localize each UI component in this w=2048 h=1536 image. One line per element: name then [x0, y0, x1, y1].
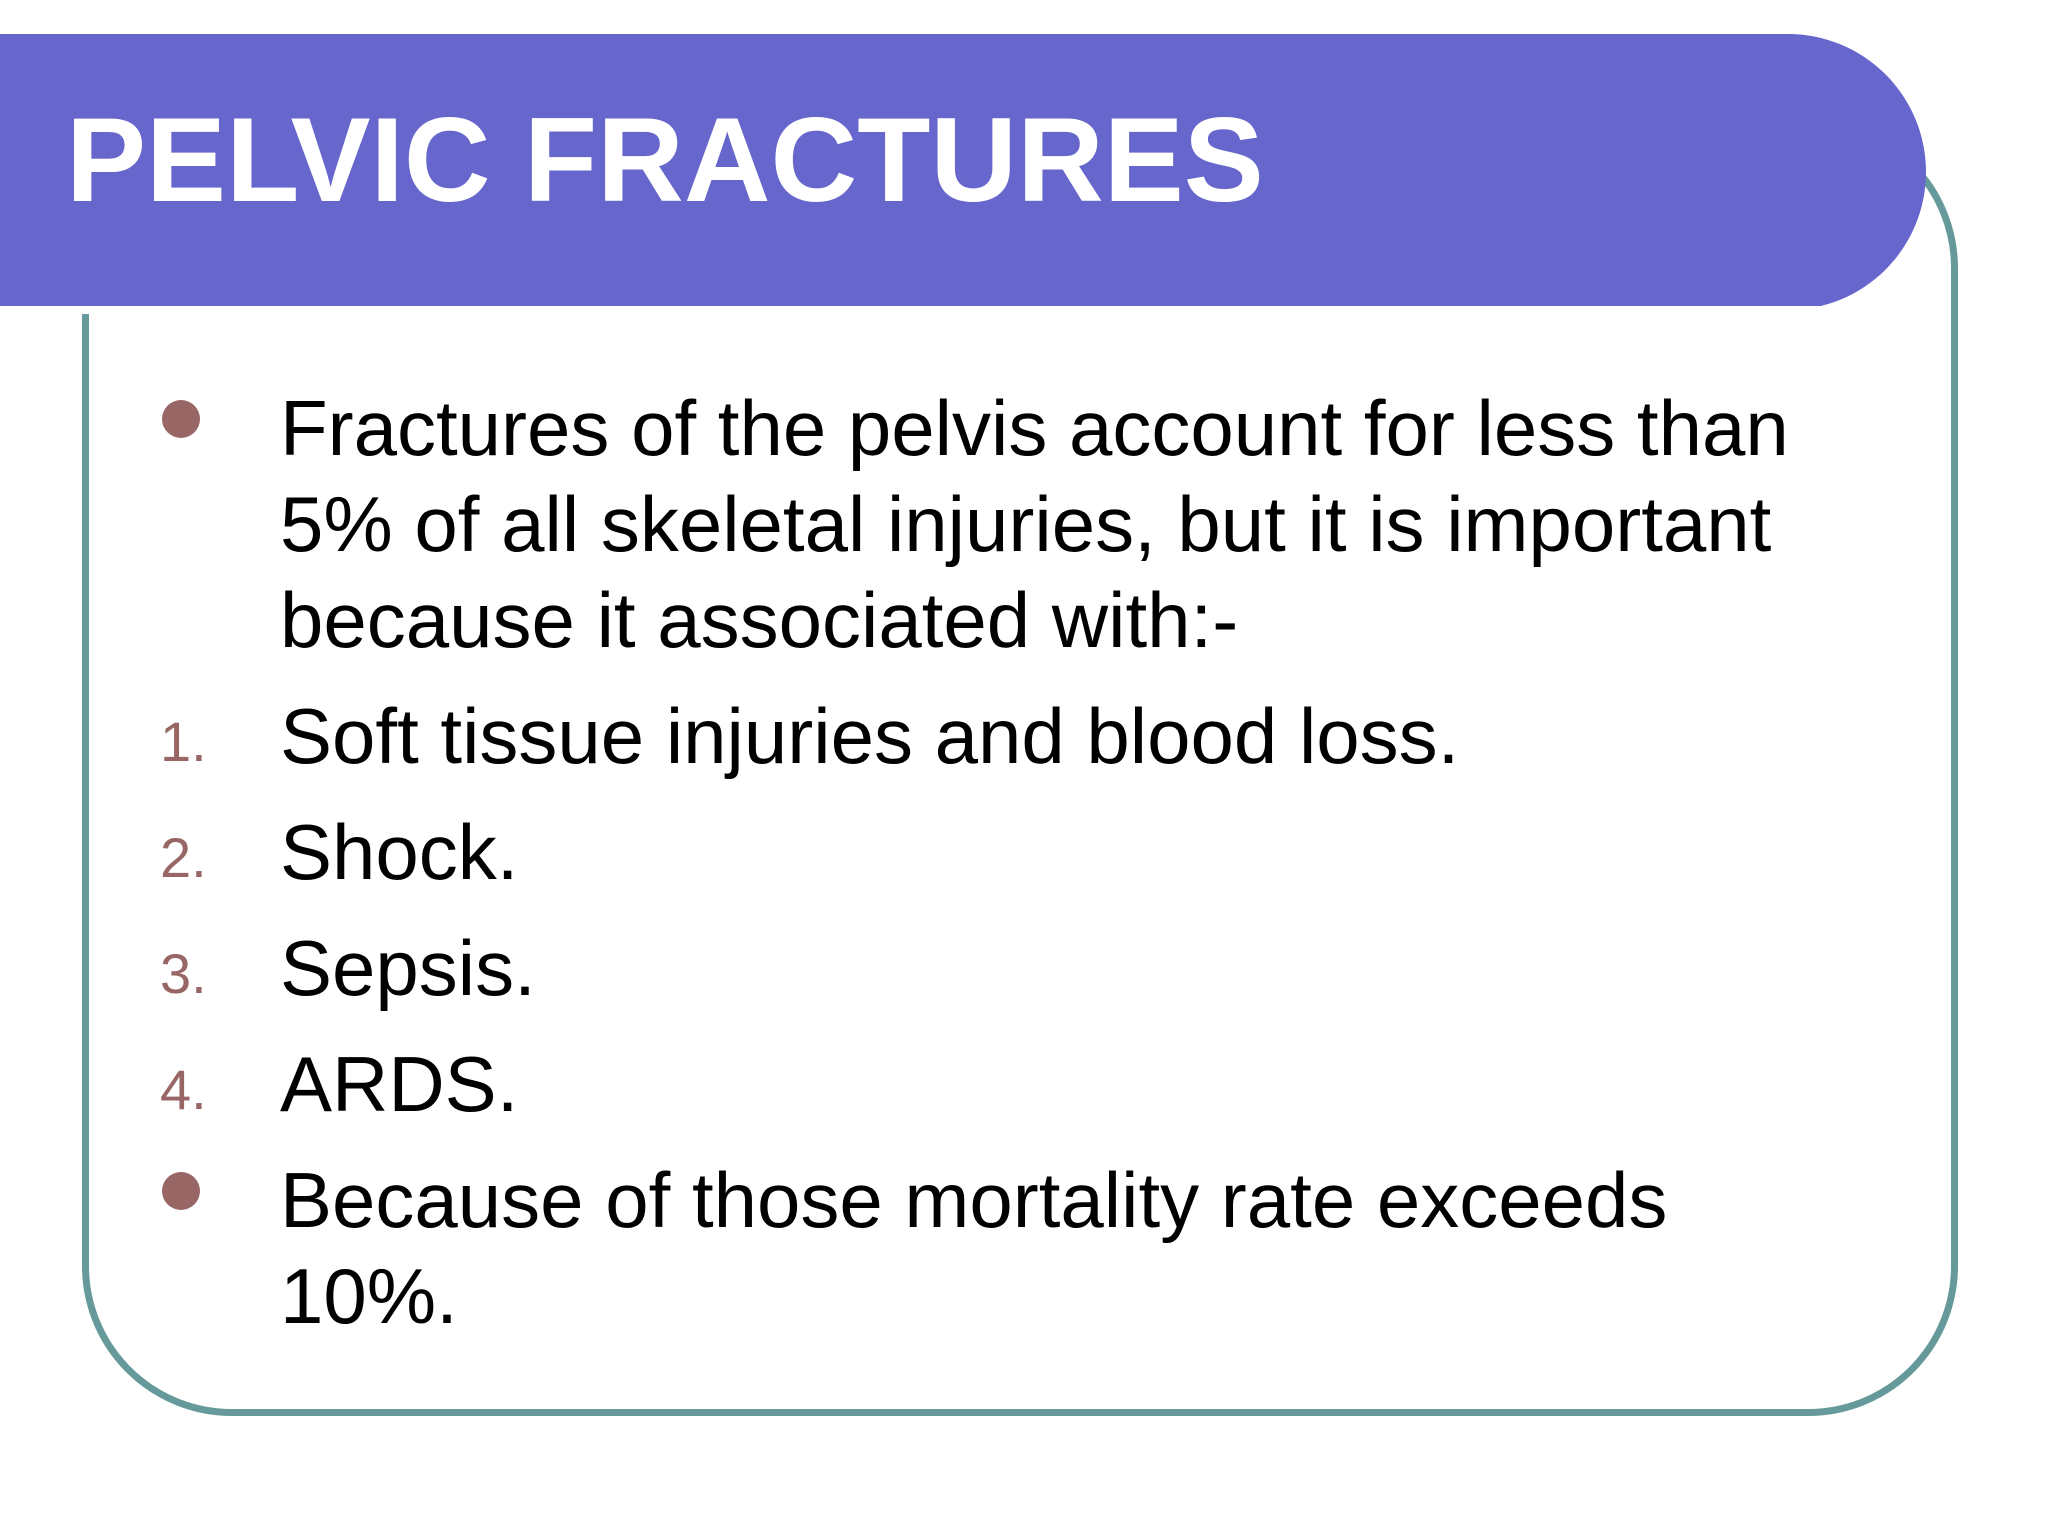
numbered-item — [160, 688, 1860, 784]
number-marker — [160, 1036, 240, 1132]
number-label: 2. — [160, 826, 207, 889]
number-label: 3. — [160, 942, 207, 1005]
bullet-item — [160, 1152, 1860, 1344]
slide-body-list — [160, 380, 1860, 1364]
bullet-marker — [160, 1152, 240, 1248]
bullet-text: Fractures of the pelvis account for less than 5% of all skeletal injuries, but it is important because it associated with:- — [280, 384, 1789, 664]
numbered-text: Sepsis. — [280, 924, 536, 1012]
numbered-text: ARDS. — [280, 1040, 519, 1128]
number-marker — [160, 688, 240, 784]
number-label: 4. — [160, 1058, 207, 1121]
numbered-text: Shock. — [280, 808, 519, 896]
bullet-text: Because of those mortality rate exceeds 10%. — [280, 1156, 1668, 1340]
numbered-item — [160, 804, 1860, 900]
number-label: 1. — [160, 710, 207, 773]
number-marker — [160, 920, 240, 1016]
numbered-text: Soft tissue injuries and blood loss. — [280, 692, 1460, 780]
slide-title: PELVIC FRACTURES — [66, 93, 1264, 227]
number-marker — [160, 804, 240, 900]
bullet-item — [160, 380, 1860, 668]
bullet-dot-icon — [162, 400, 200, 438]
bullet-dot-icon — [162, 1172, 200, 1210]
title-divider — [0, 306, 1826, 314]
bullet-marker — [160, 380, 240, 476]
numbered-item — [160, 1036, 1860, 1132]
numbered-item — [160, 920, 1860, 1016]
